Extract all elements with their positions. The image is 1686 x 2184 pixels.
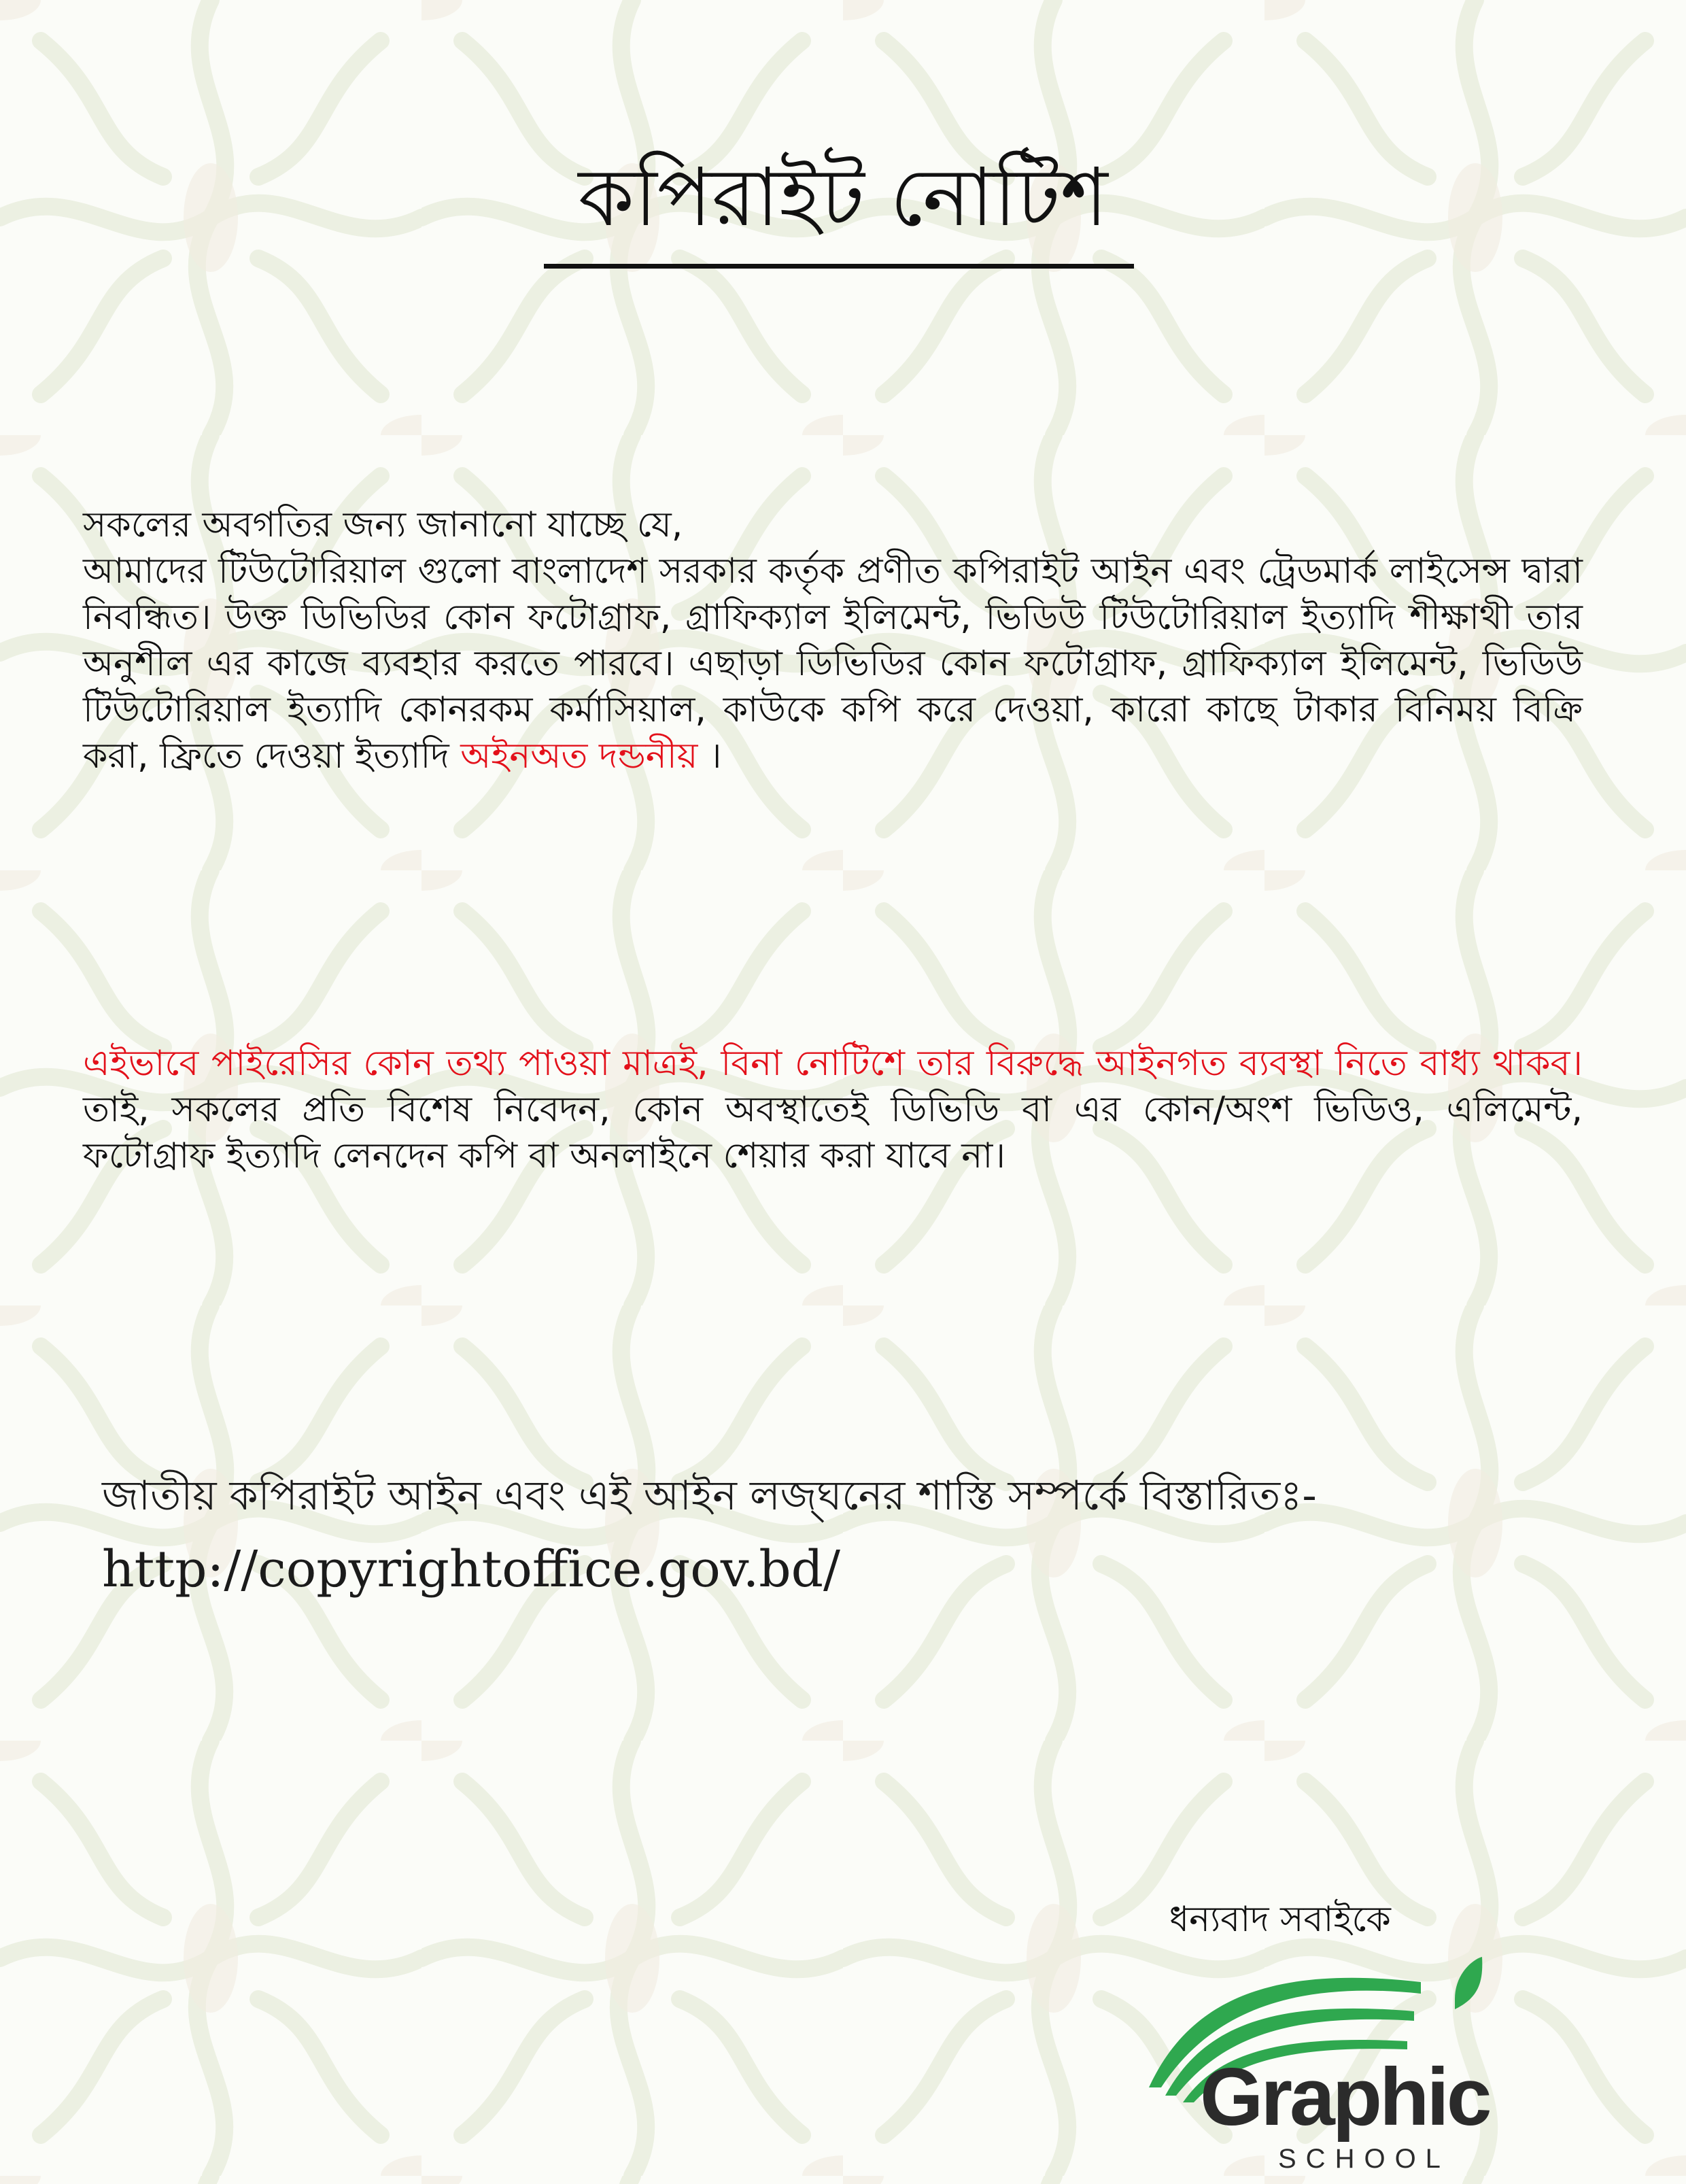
warning-legal-action-text: এইভাবে পাইরেসির কোন তথ্য পাওয়া মাত্রই, বিনা নোটিশে তার বিরুদ্ধে আইনগত ব্যবস্থা নিতে বাধ্য থাকব। [83,1043,1583,1084]
warning-punishable-text: অইনঅত দন্ডনীয় [460,736,698,777]
paragraph-licensing-end: । [698,736,722,777]
paragraph-licensing-text: আমাদের টিউটোরিয়াল গুলো বাংলাদেশ সরকার কর্তৃক প্রণীত কপিরাইট আইন এবং ট্রেডমার্ক লাইসেন্স দ্বারা নিবন্ধিত। উক্ত ডিভিডির কোন ফটোগ্রাফ, গ্রাফিক্যাল ইলিমেন্ট, ভিডিউ টিউটোরিয়াল ইত্যাদি শীক্ষাথী তার অনুশীল এর কাজে ব্যবহার করতে পারবে। এছাড়া ডিভিডির কোন ফটোগ্রাফ, গ্রাফিক্যাল ইলিমেন্ট, ভিডিউ টিউটোরিয়াল ইত্যাদি কোনরকম কর্মাসিয়াল, কাউকে কপি করে দেওয়া, কারো কাছে টাকার বিনিময় বিক্রি করা, ফ্রিতে দেওয়া ইত্যাদি [83,551,1583,777]
logo-name-text: Graphic [1200,2051,1490,2143]
notice-title: কপিরাইট নোটিশ [578,150,1108,244]
paragraph-piracy-text: তাই, সকলের প্রতি বিশেষ নিবেদন, কোন অবস্থাতেই ডিভিডি বা এর কোন/অংশ ভিডিও, এলিমেন্ট, ফটোগ্রাফ ইত্যাদি লেনদেন কপি বা অনলাইনে শেয়ার করা যাবে না। [83,1089,1583,1176]
graphic-school-logo [1135,1917,1502,2176]
logo-tagline-text: SCHOOL [1278,2144,1450,2174]
title-underline [544,264,1134,269]
paragraph-piracy [83,1040,1583,1179]
paragraph-licensing [83,548,1583,779]
reference-url-link[interactable]: http://copyrightoffice.gov.bd/ [102,1540,840,1599]
reference-text: জাতীয় কপিরাইট আইন এবং এই আইন লজ্ঘনের শাস্তি সম্পর্কে বিস্তারিতঃ- [102,1472,1317,1520]
intro-line: সকলের অবগতির জন্য জানানো যাচ্ছে যে, [83,505,683,545]
thanks-note: ধন্যবাদ সবাইকে [1169,1899,1391,1940]
